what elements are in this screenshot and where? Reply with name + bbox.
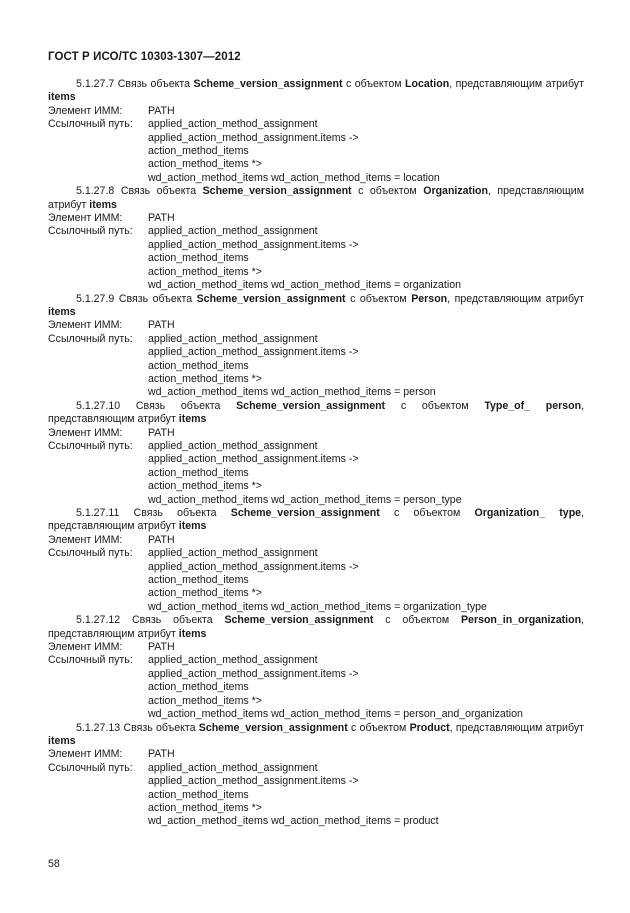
reference-path-label: Ссылочный путь: xyxy=(48,439,133,452)
attribute-name: items xyxy=(48,305,76,318)
clause-heading xyxy=(48,722,584,749)
reference-path-line: applied_action_method_assignment xyxy=(148,439,318,452)
clause-section xyxy=(48,293,584,400)
clause-pre-text: Связь объекта xyxy=(135,399,221,412)
reference-path-line: applied_action_method_assignment.items -> xyxy=(148,238,359,251)
clause-number: 5.1.27.13 xyxy=(76,721,121,734)
reference-path-line: action_method_items xyxy=(148,681,249,694)
clause-post-text: , представляющим атрибут xyxy=(449,78,584,90)
clause-pre-text: Связь объекта xyxy=(120,185,197,198)
reference-path-line: wd_action_method_items wd_action_method_items = product xyxy=(148,815,439,828)
entity-name: Scheme_version_assignment xyxy=(193,78,343,90)
clause-section xyxy=(48,400,584,507)
element-label: Элемент ИММ: xyxy=(48,104,123,117)
clause-pre-text: Связь объекта xyxy=(123,721,196,734)
attribute-name: items xyxy=(178,413,207,426)
element-label: Элемент ИММ: xyxy=(48,533,123,546)
reference-path-line: applied_action_method_assignment xyxy=(148,547,318,560)
clause-post-text: , представляющим атрибут xyxy=(48,185,584,211)
reference-path-line: action_method_items *> xyxy=(148,694,262,707)
clause-number: 5.1.27.12 xyxy=(76,614,121,627)
reference-path-row xyxy=(48,440,584,453)
clause-post-text: , представляющим атрибут xyxy=(447,292,584,305)
element-label: Элемент ИММ: xyxy=(48,748,123,761)
reference-path-line: wd_action_method_items wd_action_method_items = location xyxy=(148,171,440,184)
element-value: PATH xyxy=(148,748,175,761)
element-row xyxy=(48,427,584,440)
clause-number: 5.1.27.11 xyxy=(76,507,120,519)
target-entity-name: Organization_ type xyxy=(474,507,582,519)
reference-path-line: applied_action_method_assignment xyxy=(148,332,318,345)
clause-number: 5.1.27.9 xyxy=(76,292,115,305)
target-entity-name: Person xyxy=(411,292,448,305)
clause-heading xyxy=(48,614,584,641)
element-row xyxy=(48,534,584,547)
element-row xyxy=(48,748,584,761)
element-value: PATH xyxy=(148,533,175,546)
document-header: ГОСТ Р ИСО/ТС 10303-1307—2012 xyxy=(48,51,241,63)
clause-mid-text: с объектом xyxy=(350,292,407,305)
reference-path-row xyxy=(48,654,584,667)
reference-path-line: action_method_items xyxy=(148,145,249,158)
clause-post-text: , представляющим атрибут xyxy=(449,721,584,734)
reference-path-line: applied_action_method_assignment.items -> xyxy=(148,453,359,466)
target-entity-name: Type_of_ person xyxy=(484,399,582,412)
element-value: PATH xyxy=(148,641,175,654)
clause-number: 5.1.27.10 xyxy=(76,399,121,412)
clause-section xyxy=(48,185,584,292)
entity-name: Scheme_version_assignment xyxy=(196,292,346,305)
clause-pre-text: Связь объекта xyxy=(133,507,217,519)
clause-number: 5.1.27.8 xyxy=(76,185,115,198)
reference-path-line: wd_action_method_items wd_action_method_items = organization_type xyxy=(148,600,487,613)
reference-path-line: wd_action_method_items wd_action_method_items = person_and_organization xyxy=(148,708,523,721)
entity-name: Scheme_version_assignment xyxy=(230,507,380,519)
target-entity-name: Person_in_organization xyxy=(460,614,582,627)
clause-heading xyxy=(48,507,584,534)
clause-pre-text: Связь объекта xyxy=(132,614,213,627)
reference-path-row xyxy=(48,118,584,131)
reference-path-line: action_method_items xyxy=(148,466,249,479)
entity-name: Scheme_version_assignment xyxy=(236,399,386,412)
reference-path-line: action_method_items xyxy=(148,788,249,801)
clause-mid-text: с объектом xyxy=(358,185,417,198)
clause-number: 5.1.27.7 xyxy=(76,78,115,90)
reference-path-line: applied_action_method_assignment.items -> xyxy=(148,667,359,680)
element-value: PATH xyxy=(148,104,175,117)
element-row xyxy=(48,105,584,118)
reference-path-line: action_method_items xyxy=(148,252,249,265)
reference-path-label: Ссылочный путь: xyxy=(48,225,133,238)
element-label: Элемент ИММ: xyxy=(48,641,123,654)
clause-mid-text: с объектом xyxy=(400,399,469,412)
reference-path-row xyxy=(48,762,584,775)
reference-path-row xyxy=(48,547,584,560)
reference-path-label: Ссылочный путь: xyxy=(48,654,133,667)
reference-path-label: Ссылочный путь: xyxy=(48,761,133,774)
reference-path-line: action_method_items *> xyxy=(148,480,262,493)
clause-section xyxy=(48,507,584,614)
clause-mid-text: с объектом xyxy=(393,507,461,519)
entity-name: Scheme_version_assignment xyxy=(198,721,348,734)
reference-path-row xyxy=(48,333,584,346)
reference-path-line: applied_action_method_assignment xyxy=(148,761,318,774)
reference-path-line: applied_action_method_assignment.items -> xyxy=(148,560,359,573)
clause-mid-text: с объектом xyxy=(351,721,407,734)
element-value: PATH xyxy=(148,426,175,439)
reference-path-line: action_method_items *> xyxy=(148,801,262,814)
reference-path-line: action_method_items *> xyxy=(148,158,262,171)
clause-post-text: , представляющим атрибут xyxy=(48,614,585,640)
reference-path-line: applied_action_method_assignment xyxy=(148,225,318,238)
target-entity-name: Location xyxy=(405,78,450,90)
reference-path-line: applied_action_method_assignment.items -> xyxy=(148,775,359,788)
clause-mid-text: с объектом xyxy=(385,614,450,627)
clause-heading xyxy=(48,78,584,105)
target-entity-name: Organization xyxy=(423,185,488,198)
element-row xyxy=(48,319,584,332)
attribute-name: items xyxy=(89,198,117,211)
clause-post-text: , представляющим атрибут xyxy=(48,399,585,426)
reference-path-line: wd_action_method_items wd_action_method_items = organization xyxy=(148,279,461,292)
reference-path-line: wd_action_method_items wd_action_method_items = person_type xyxy=(148,493,462,506)
reference-path-label: Ссылочный путь: xyxy=(48,547,133,560)
reference-path-line: applied_action_method_assignment xyxy=(148,118,318,131)
element-row xyxy=(48,212,584,225)
entity-name: Scheme_version_assignment xyxy=(202,185,352,198)
element-label: Элемент ИММ: xyxy=(48,212,123,225)
entity-name: Scheme_version_assignment xyxy=(224,614,374,627)
element-label: Элемент ИММ: xyxy=(48,426,123,439)
clause-section xyxy=(48,78,584,185)
clause-heading xyxy=(48,293,584,320)
reference-path-line: wd_action_method_items wd_action_method_items = person xyxy=(148,386,436,399)
target-entity-name: Product xyxy=(409,721,450,734)
clause-section xyxy=(48,614,584,721)
document-body xyxy=(48,78,584,829)
reference-path-row xyxy=(48,225,584,238)
element-label: Элемент ИММ: xyxy=(48,319,123,332)
attribute-name: items xyxy=(48,734,76,747)
reference-path-line: applied_action_method_assignment xyxy=(148,654,318,667)
clause-heading xyxy=(48,185,584,212)
reference-path-line: applied_action_method_assignment.items -> xyxy=(148,346,359,359)
attribute-name: items xyxy=(178,520,207,533)
element-value: PATH xyxy=(148,319,175,332)
clause-heading xyxy=(48,400,584,427)
clause-pre-text: Связь объекта xyxy=(118,292,193,305)
reference-path-line: action_method_items *> xyxy=(148,372,262,385)
reference-path-label: Ссылочный путь: xyxy=(48,118,133,131)
reference-path-line: action_method_items xyxy=(148,359,249,372)
clause-section xyxy=(48,722,584,829)
attribute-name: items xyxy=(48,91,76,104)
reference-path-label: Ссылочный путь: xyxy=(48,332,133,345)
clause-pre-text: Связь объекта xyxy=(117,78,191,90)
page-number: 58 xyxy=(48,858,60,870)
reference-path-line: action_method_items *> xyxy=(148,265,262,278)
reference-path-line: action_method_items xyxy=(148,574,249,587)
reference-path-line: action_method_items *> xyxy=(148,587,262,600)
clause-mid-text: с объектом xyxy=(346,78,402,90)
attribute-name: items xyxy=(178,627,207,640)
element-row xyxy=(48,641,584,654)
reference-path-line: applied_action_method_assignment.items -> xyxy=(148,131,359,144)
element-value: PATH xyxy=(148,212,175,225)
clause-post-text: , представляющим атрибут xyxy=(48,507,585,533)
